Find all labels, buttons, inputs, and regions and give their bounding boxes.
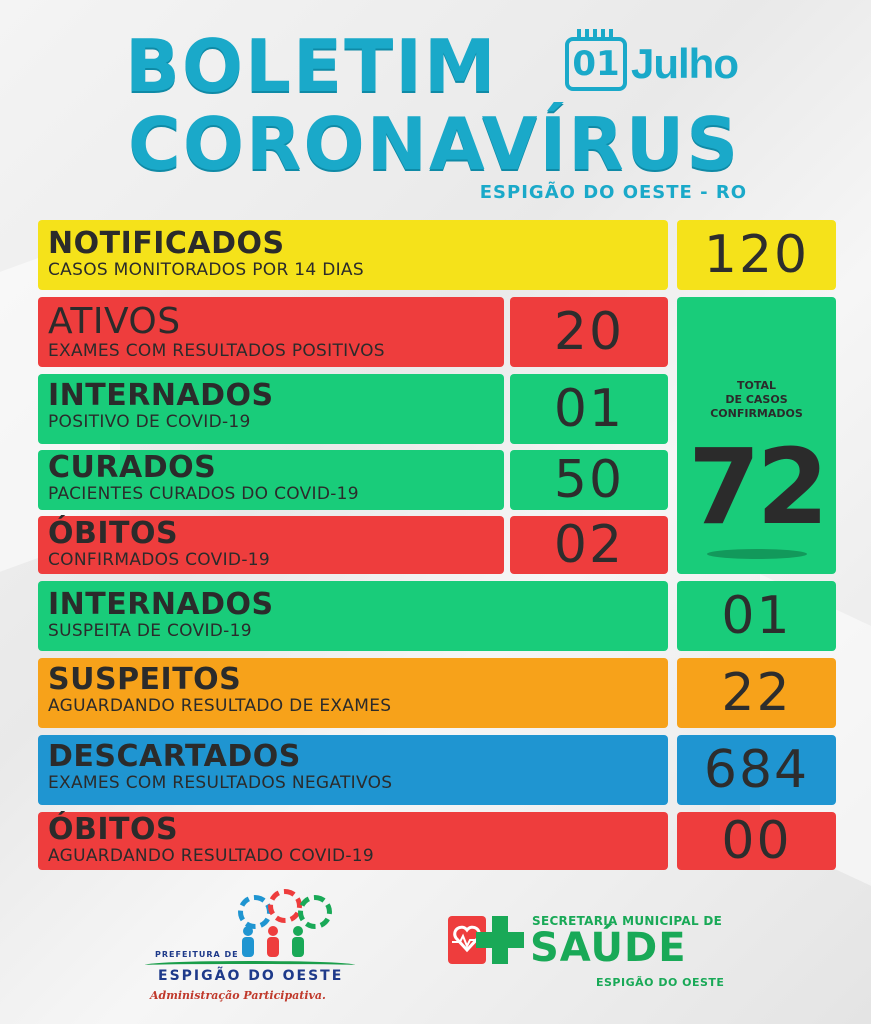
date-badge — [565, 34, 738, 94]
row-suspeitos — [38, 658, 668, 728]
row-title: INTERNADOS — [48, 587, 274, 622]
secretaria-city: ESPIGÃO DO OESTE — [596, 976, 725, 989]
value-internados-positivo: 01 — [510, 374, 668, 444]
row-internados-suspeita — [38, 581, 668, 651]
prefeitura-name: ESPIGÃO DO OESTE — [158, 968, 344, 984]
total-label — [677, 379, 836, 421]
total-value: 72 — [688, 426, 825, 548]
value-notificados: 120 — [677, 220, 836, 290]
row-subtitle: SUSPEITA DE COVID-19 — [48, 621, 252, 641]
row-notificados — [38, 220, 668, 290]
row-subtitle: EXAMES COM RESULTADOS NEGATIVOS — [48, 773, 393, 793]
value-obitos-aguardando: 00 — [677, 812, 836, 870]
total-shadow — [707, 549, 807, 559]
calendar-icon — [565, 37, 627, 91]
value-curados: 50 — [510, 450, 668, 510]
total-label-line2: DE CASOS — [725, 393, 788, 406]
date-day: 01 — [572, 44, 620, 84]
location-label: ESPIGÃO DO OESTE - RO — [479, 182, 747, 203]
row-subtitle: POSITIVO DE COVID-19 — [48, 412, 251, 432]
row-obitos-aguardando — [38, 812, 668, 870]
row-title: INTERNADOS — [48, 378, 274, 413]
row-title: ÓBITOS — [48, 516, 179, 551]
header — [0, 0, 871, 215]
value-obitos-confirmados: 02 — [510, 516, 668, 574]
row-subtitle: AGUARDANDO RESULTADO COVID-19 — [48, 846, 375, 866]
title-boletim: BOLETIM — [125, 24, 498, 108]
row-title: CURADOS — [48, 450, 217, 485]
row-title: ÓBITOS — [48, 812, 179, 847]
gear-icon — [238, 895, 272, 929]
total-label-line3: CONFIRMADOS — [710, 407, 803, 420]
prefeitura-logo — [140, 895, 360, 1010]
value-ativos: 20 — [510, 297, 668, 367]
gear-icon — [298, 895, 332, 929]
row-subtitle: CONFIRMADOS COVID-19 — [48, 550, 270, 570]
secretaria-name: SAÚDE — [530, 925, 687, 971]
secretaria-saude-logo — [448, 910, 728, 1000]
value-descartados: 684 — [677, 735, 836, 805]
total-label-line1: TOTAL — [736, 379, 777, 392]
title-coronavirus: CORONAVÍRUS — [128, 102, 741, 186]
row-curados — [38, 450, 504, 510]
value-suspeitos: 22 — [677, 658, 836, 728]
secretaria-line: SECRETARIA MUNICIPAL DE — [532, 914, 723, 928]
row-subtitle: PACIENTES CURADOS DO COVID-19 — [48, 484, 359, 504]
row-ativos — [38, 297, 504, 367]
row-descartados — [38, 735, 668, 805]
total-confirmados-box — [677, 297, 836, 574]
prefeitura-small-label: PREFEITURA DE — [155, 950, 239, 959]
row-title: SUSPEITOS — [48, 662, 242, 697]
row-title: DESCARTADOS — [48, 739, 301, 774]
row-internados-positivo — [38, 374, 504, 444]
date-month: Julho — [631, 40, 738, 87]
health-cross-icon — [476, 916, 524, 964]
row-title: NOTIFICADOS — [48, 226, 285, 261]
row-subtitle: AGUARDANDO RESULTADO DE EXAMES — [48, 696, 392, 716]
people-icon — [236, 925, 310, 959]
value-internados-suspeita: 01 — [677, 581, 836, 651]
row-obitos-confirmados — [38, 516, 504, 574]
row-subtitle: CASOS MONITORADOS POR 14 DIAS — [48, 260, 364, 280]
row-subtitle: EXAMES COM RESULTADOS POSITIVOS — [48, 341, 385, 361]
row-title: ATIVOS — [48, 301, 181, 342]
gear-icon — [268, 889, 302, 923]
prefeitura-slogan: Administração Participativa. — [150, 989, 326, 1002]
